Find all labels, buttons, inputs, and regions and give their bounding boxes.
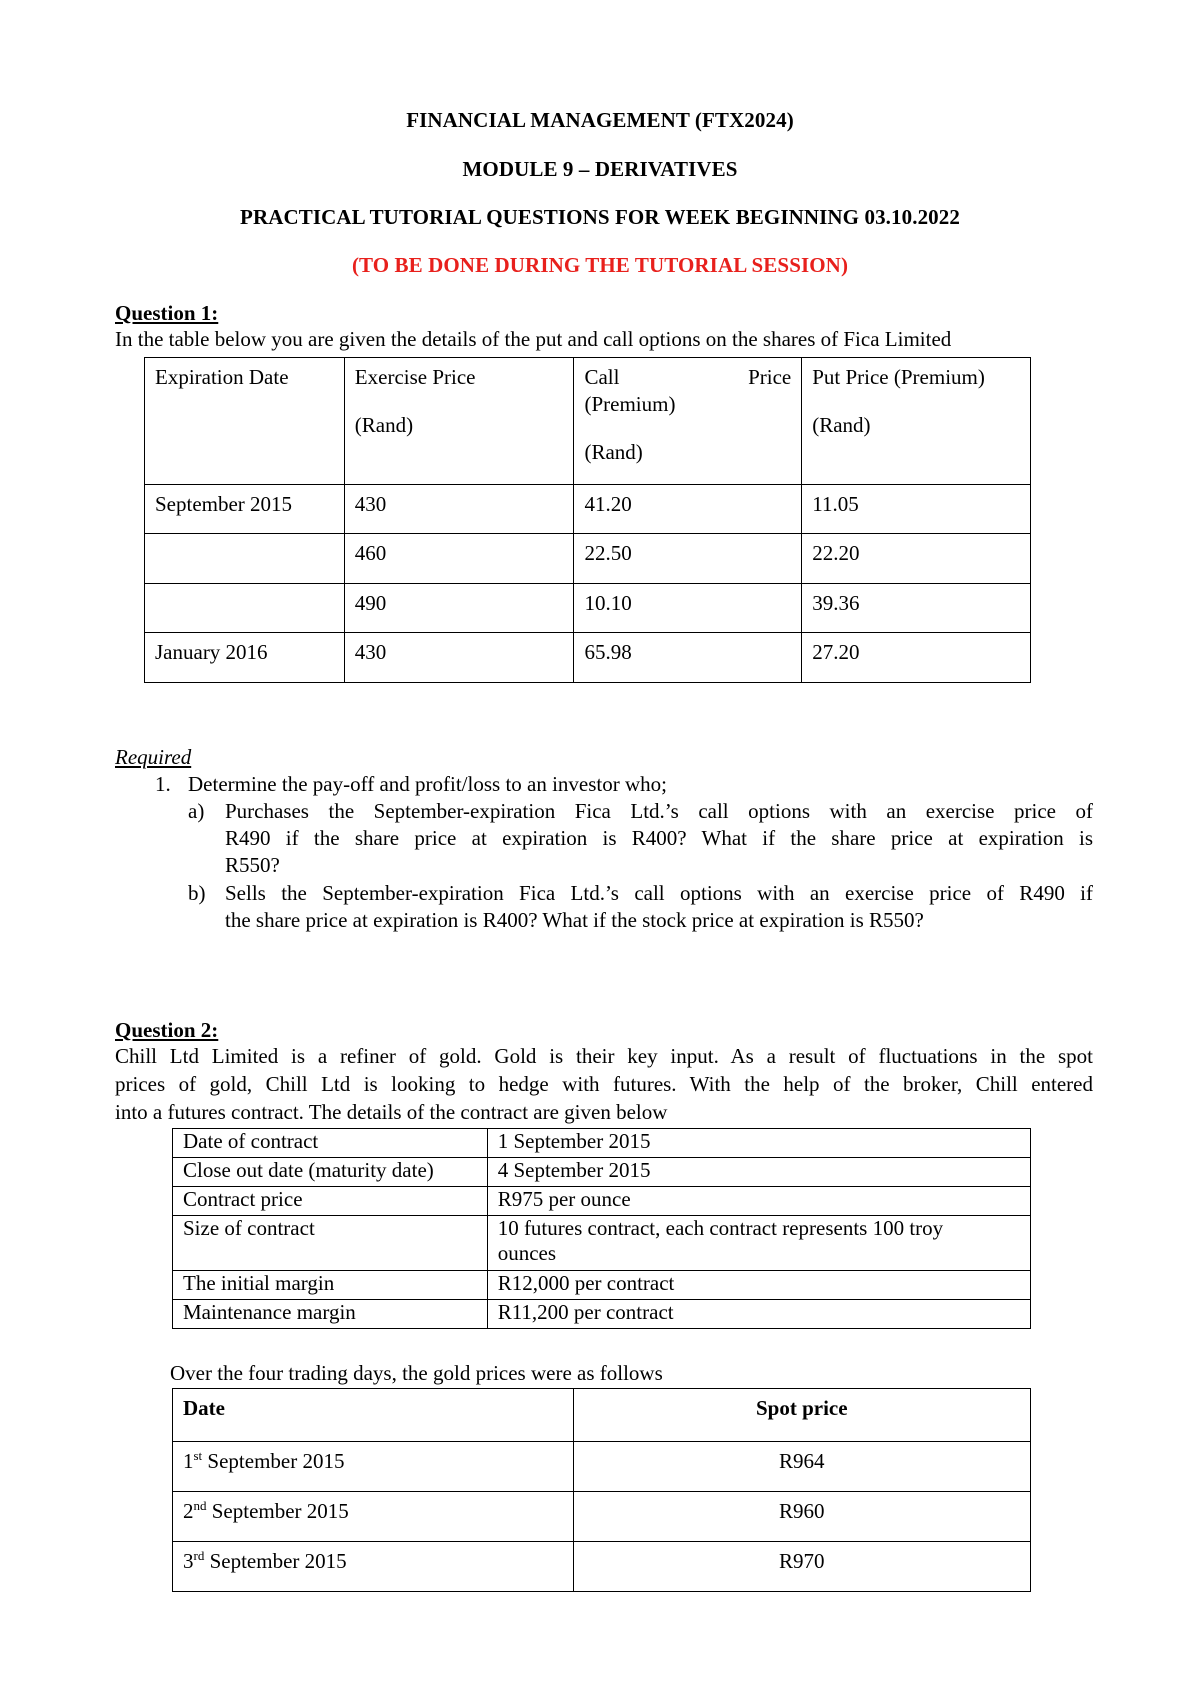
cell-exercise: 430 xyxy=(344,485,574,534)
cell-exercise: 460 xyxy=(344,534,574,584)
cell-date xyxy=(145,584,345,633)
header-call-price: Call Price (Premium) (Rand) xyxy=(574,358,802,485)
cell-label: Maintenance margin xyxy=(173,1300,488,1329)
cell-call: 41.20 xyxy=(574,485,802,534)
cell-value: R975 per ounce xyxy=(487,1187,1030,1216)
cell-date: 3rd September 2015 xyxy=(173,1542,574,1592)
question-2-line-3: into a futures contract. The details of the contract are given below xyxy=(115,1100,668,1124)
table-row xyxy=(145,633,1031,683)
cell-date: January 2016 xyxy=(145,633,345,683)
item-a-line-1: Purchases the September-expiration Fica Ltd.’s call options with an exercise price of xyxy=(225,799,1093,823)
module-title: MODULE 9 – DERIVATIVES xyxy=(462,157,738,181)
header-expiration-date: Expiration Date xyxy=(145,358,345,485)
question-2-line-1: Chill Ltd Limited is a refiner of gold. Gold is their key input. As a result of fluctuations in the spot xyxy=(115,1044,1093,1068)
item-a-label: a) xyxy=(188,799,205,823)
table-row xyxy=(145,485,1031,534)
cell-put: 39.36 xyxy=(802,584,1031,633)
cell-price: R964 xyxy=(573,1442,1030,1492)
prices-intro: Over the four trading days, the gold prices were as follows xyxy=(170,1361,663,1385)
cell-call: 22.50 xyxy=(574,534,802,584)
cell-value: R11,200 per contract xyxy=(487,1300,1030,1329)
contract-details-table xyxy=(172,1128,1031,1329)
table-row xyxy=(173,1300,1031,1329)
cell-date: September 2015 xyxy=(145,485,345,534)
cell-label: The initial margin xyxy=(173,1271,488,1300)
options-table-header xyxy=(145,358,1031,485)
cell-value: R12,000 per contract xyxy=(487,1271,1030,1300)
cell-date xyxy=(145,534,345,584)
cell-date: 1st September 2015 xyxy=(173,1442,574,1492)
spot-prices-header xyxy=(173,1389,1031,1442)
tutorial-title: PRACTICAL TUTORIAL QUESTIONS FOR WEEK BEGINNING 03.10.2022 xyxy=(240,205,960,229)
cell-date: 2nd September 2015 xyxy=(173,1492,574,1542)
session-note: (TO BE DONE DURING THE TUTORIAL SESSION) xyxy=(351,253,849,277)
table-row xyxy=(173,1187,1031,1216)
required-heading: Required xyxy=(115,745,192,769)
question-1-intro: In the table below you are given the details of the put and call options on the shares of Fica Limited xyxy=(115,327,952,351)
cell-label: Size of contract xyxy=(173,1216,488,1271)
cell-put: 27.20 xyxy=(802,633,1031,683)
header-date: Date xyxy=(173,1389,574,1442)
cell-call: 65.98 xyxy=(574,633,802,683)
table-row xyxy=(173,1492,1031,1542)
item-b-line-2: the share price at expiration is R400? What if the stock price at expiration is R550? xyxy=(225,908,924,932)
question-1-title: Question 1: xyxy=(115,301,219,325)
header-spot-price: Spot price xyxy=(573,1389,1030,1442)
table-row xyxy=(145,584,1031,633)
cell-put: 11.05 xyxy=(802,485,1031,534)
table-row xyxy=(145,534,1031,584)
question-2-line-2: prices of gold, Chill Ltd is looking to hedge with futures. With the help of the broker, Chill entered xyxy=(115,1072,1093,1096)
cell-price: R970 xyxy=(573,1542,1030,1592)
cell-label: Contract price xyxy=(173,1187,488,1216)
table-row xyxy=(173,1542,1031,1592)
item-a-line-3: R550? xyxy=(225,853,280,877)
spot-prices-table xyxy=(172,1388,1031,1592)
table-row xyxy=(173,1216,1031,1271)
cell-label: Close out date (maturity date) xyxy=(173,1158,488,1187)
header-put-price: Put Price (Premium) (Rand) xyxy=(802,358,1031,485)
item-1-number: 1. xyxy=(155,772,171,796)
item-1-text: Determine the pay-off and profit/loss to an investor who; xyxy=(188,772,668,796)
table-row xyxy=(173,1129,1031,1158)
table-row xyxy=(173,1271,1031,1300)
table-row xyxy=(173,1158,1031,1187)
item-b-label: b) xyxy=(188,881,206,905)
item-a-line-2: R490 if the share price at expiration is R400? What if the share price at expiration is xyxy=(225,826,1093,850)
cell-exercise: 490 xyxy=(344,584,574,633)
cell-label: Date of contract xyxy=(173,1129,488,1158)
item-b-line-1: Sells the September-expiration Fica Ltd.’s call options with an exercise price of R490 if xyxy=(225,881,1093,905)
table-row xyxy=(173,1442,1031,1492)
question-2-title: Question 2: xyxy=(115,1018,219,1042)
options-table xyxy=(144,357,1031,683)
cell-put: 22.20 xyxy=(802,534,1031,584)
cell-value: 4 September 2015 xyxy=(487,1158,1030,1187)
cell-value: 10 futures contract, each contract represents 100 troy ounces xyxy=(487,1216,1030,1271)
header-exercise-price: Exercise Price (Rand) xyxy=(344,358,574,485)
cell-value: 1 September 2015 xyxy=(487,1129,1030,1158)
cell-exercise: 430 xyxy=(344,633,574,683)
cell-call: 10.10 xyxy=(574,584,802,633)
course-title: FINANCIAL MANAGEMENT (FTX2024) xyxy=(406,108,794,132)
cell-price: R960 xyxy=(573,1492,1030,1542)
